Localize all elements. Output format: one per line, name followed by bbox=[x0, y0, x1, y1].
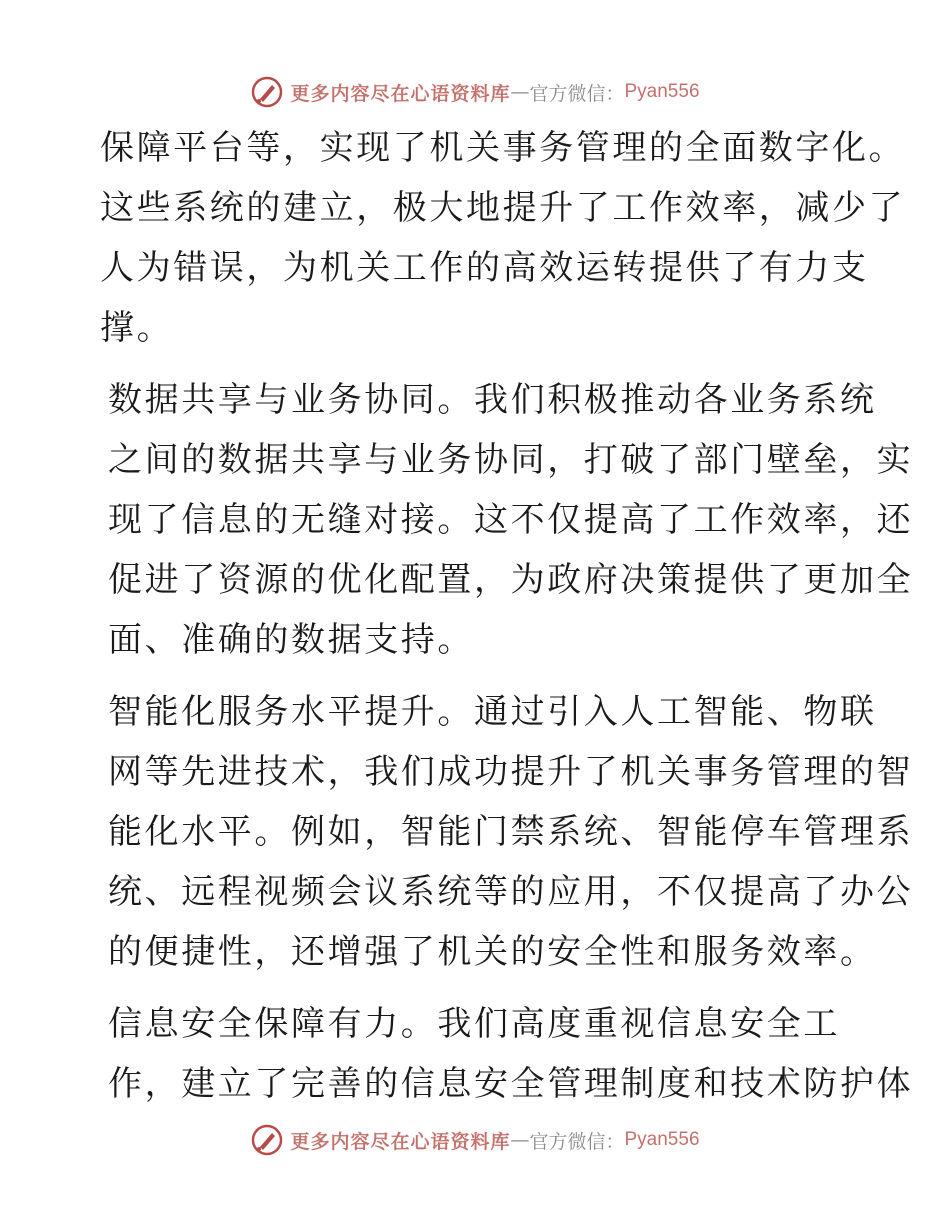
footer-banner bbox=[0, 1120, 950, 1160]
paragraph-2 bbox=[100, 370, 914, 670]
header-wechat-id: Pyan556 bbox=[624, 81, 700, 102]
text-line: 网等先进技术，我们成功提升了机关事务管理的智 bbox=[108, 752, 914, 792]
text-line: 智能化服务水平提升。通过引入人工智能、物联 bbox=[108, 692, 877, 732]
paragraph-4 bbox=[100, 994, 914, 1114]
text-line: 促进了资源的优化配置，为政府决策提供了更加全 bbox=[108, 560, 914, 600]
text-line: 保障平台等，实现了机关事务管理的全面数字化。 bbox=[100, 128, 906, 168]
pen-seal-logo-icon bbox=[250, 1123, 284, 1157]
text-line: 信息安全保障有力。我们高度重视信息安全工 bbox=[108, 1004, 840, 1044]
text-line: 作，建立了完善的信息安全管理制度和技术防护体 bbox=[108, 1064, 914, 1104]
header-separator: — bbox=[510, 81, 530, 103]
footer-label: 官方微信： bbox=[529, 1130, 625, 1153]
text-line: 这些系统的建立，极大地提升了工作效率，减少了 bbox=[100, 188, 906, 228]
header-brand: 更多内容尽在心语资料库 bbox=[290, 82, 511, 105]
footer-wechat-id: Pyan556 bbox=[624, 1129, 700, 1150]
text-line: 能化水平。例如，智能门禁系统、智能停车管理系 bbox=[108, 812, 914, 852]
footer-brand: 更多内容尽在心语资料库 bbox=[290, 1130, 511, 1153]
text-line: 现了信息的无缝对接。这不仅提高了工作效率，还 bbox=[108, 500, 914, 540]
paragraph-3 bbox=[100, 682, 914, 982]
text-line: 之间的数据共享与业务协同，打破了部门壁垒，实 bbox=[108, 440, 914, 480]
text-line: 面、准确的数据支持。 bbox=[108, 620, 474, 660]
text-line: 数据共享与业务协同。我们积极推动各业务系统 bbox=[108, 380, 877, 420]
paragraph-1 bbox=[100, 118, 906, 358]
text-line: 撑。 bbox=[100, 308, 174, 348]
header-banner bbox=[0, 72, 950, 112]
document-body bbox=[100, 118, 914, 1126]
text-line: 的便捷性，还增强了机关的安全性和服务效率。 bbox=[108, 932, 877, 972]
header-label: 官方微信： bbox=[529, 82, 625, 105]
footer-separator: — bbox=[510, 1129, 530, 1151]
pen-seal-logo-icon bbox=[250, 75, 284, 109]
text-line: 统、远程视频会议系统等的应用，不仅提高了办公 bbox=[108, 872, 914, 912]
text-line: 人为错误，为机关工作的高效运转提供了有力支 bbox=[100, 248, 869, 288]
